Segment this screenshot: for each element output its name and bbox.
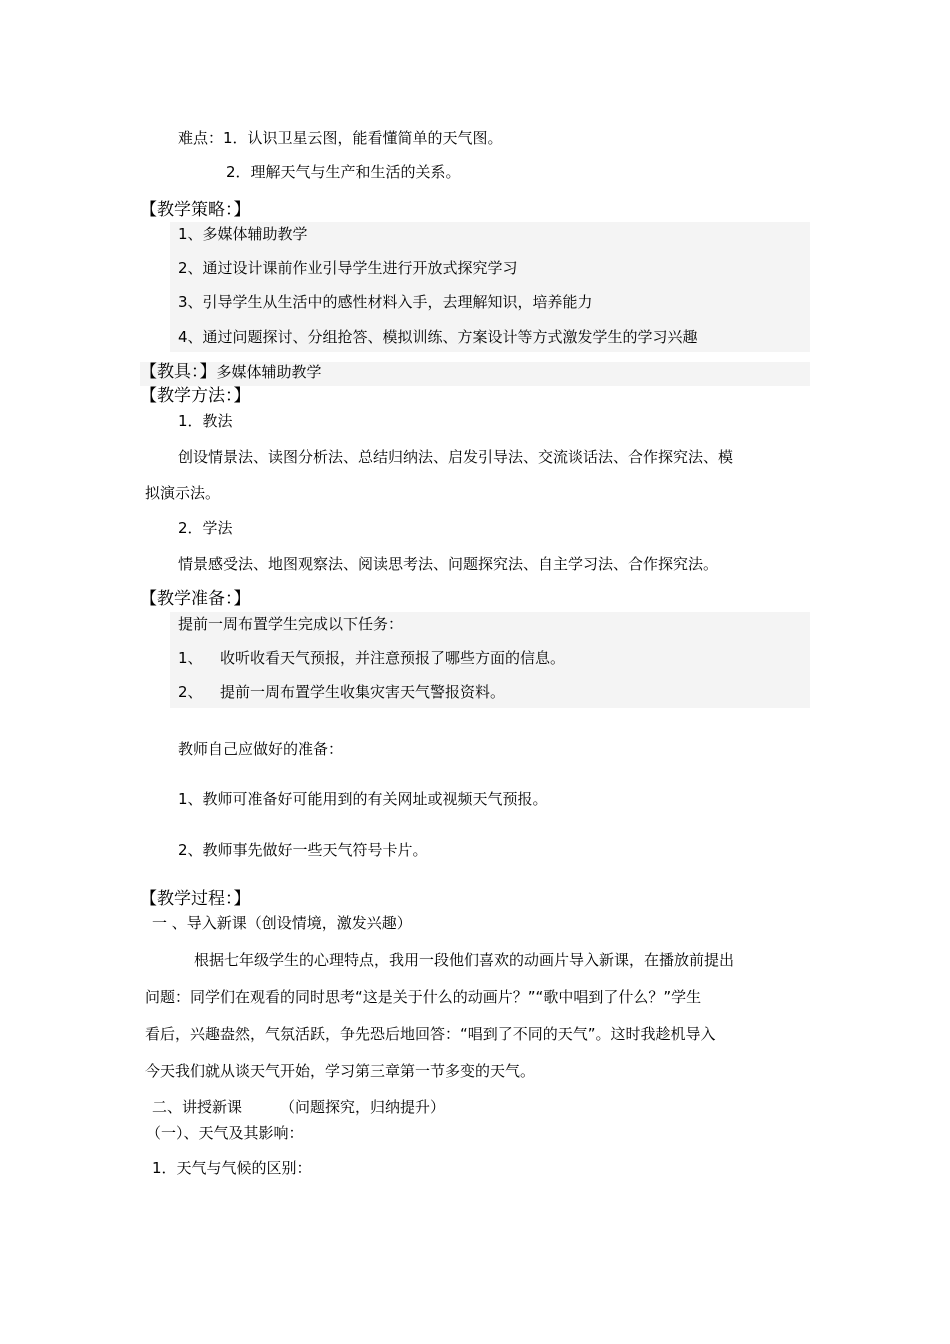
methods-heading: 【教学方法：】 [140,386,251,406]
student-task-text: 收听收看天气预报，并注意预报了哪些方面的信息。 [220,649,566,667]
student-task-num: 2、 [178,683,203,701]
strategy-item: 3、引导学生从生活中的感性材料入手，去理解知识，培养能力 [178,293,593,311]
teacher-prep-intro: 教师自己应做好的准备： [178,740,344,758]
process-heading: 【教学过程：】 [140,889,251,909]
subsection1-title: （一）、天气及其影响： [146,1124,304,1142]
student-task-num: 1、 [178,649,203,667]
strategy-item: 4、通过问题探讨、分组抢答、模拟训练、方案设计等方式激发学生的学习兴趣 [178,328,698,346]
section1-paragraph-line: 看后，兴趣盎然，气氛活跃，争先恐后地回答：“唱到了不同的天气”。这时我趁机导入 [145,1025,716,1043]
difficulty-line-1: 难点：1．认识卫星云图，能看懂简单的天气图。 [178,129,503,147]
section1-paragraph-line: 今天我们就从谈天气开始，学习第三章第一节多变的天气。 [145,1062,536,1080]
teacher-prep-item: 1、教师可准备好可能用到的有关网址或视频天气预报。 [178,790,548,808]
tools-text: 多媒体辅助教学 [216,363,322,381]
teach-method-text: 创设情景法、读图分析法、总结归纳法、启发引导法、交流谈话法、合作探究法、模 [178,448,734,466]
teach-method-label: 1．教法 [178,412,233,430]
strategy-heading: 【教学策略：】 [140,200,251,220]
section1-title: 一 、导入新课（创设情境，激发兴趣） [152,914,412,932]
learn-method-text: 情景感受法、地图观察法、阅读思考法、问题探究法、自主学习法、合作探究法。 [178,555,719,573]
teach-method-text-cont: 拟演示法。 [145,484,221,502]
section2-note: （问题探究，归纳提升） [280,1098,446,1116]
difficulty-line-2: 2．理解天气与生产和生活的关系。 [226,163,461,181]
tools-line [140,362,322,382]
section1-paragraph-line: 根据七年级学生的心理特点，我用一段他们喜欢的动画片导入新课，在播放前提出 [194,951,735,969]
learn-method-label: 2．学法 [178,519,233,537]
preparation-heading: 【教学准备：】 [140,589,251,609]
tools-heading: 【教具：】 [140,362,217,382]
section2-title: 二、讲授新课 [152,1098,243,1116]
subsection1-item1: 1．天气与气候的区别： [152,1159,312,1177]
strategy-item: 1、多媒体辅助教学 [178,225,308,243]
preparation-intro: 提前一周布置学生完成以下任务： [178,615,404,633]
section1-paragraph-line: 问题：同学们在观看的同时思考“这是关于什么的动画片？”“歌中唱到了什么？”学生 [145,988,702,1006]
teacher-prep-item: 2、教师事先做好一些天气符号卡片。 [178,841,428,859]
strategy-item: 2、通过设计课前作业引导学生进行开放式探究学习 [178,259,518,277]
student-task-text: 提前一周布置学生收集灾害天气警报资料。 [220,683,506,701]
